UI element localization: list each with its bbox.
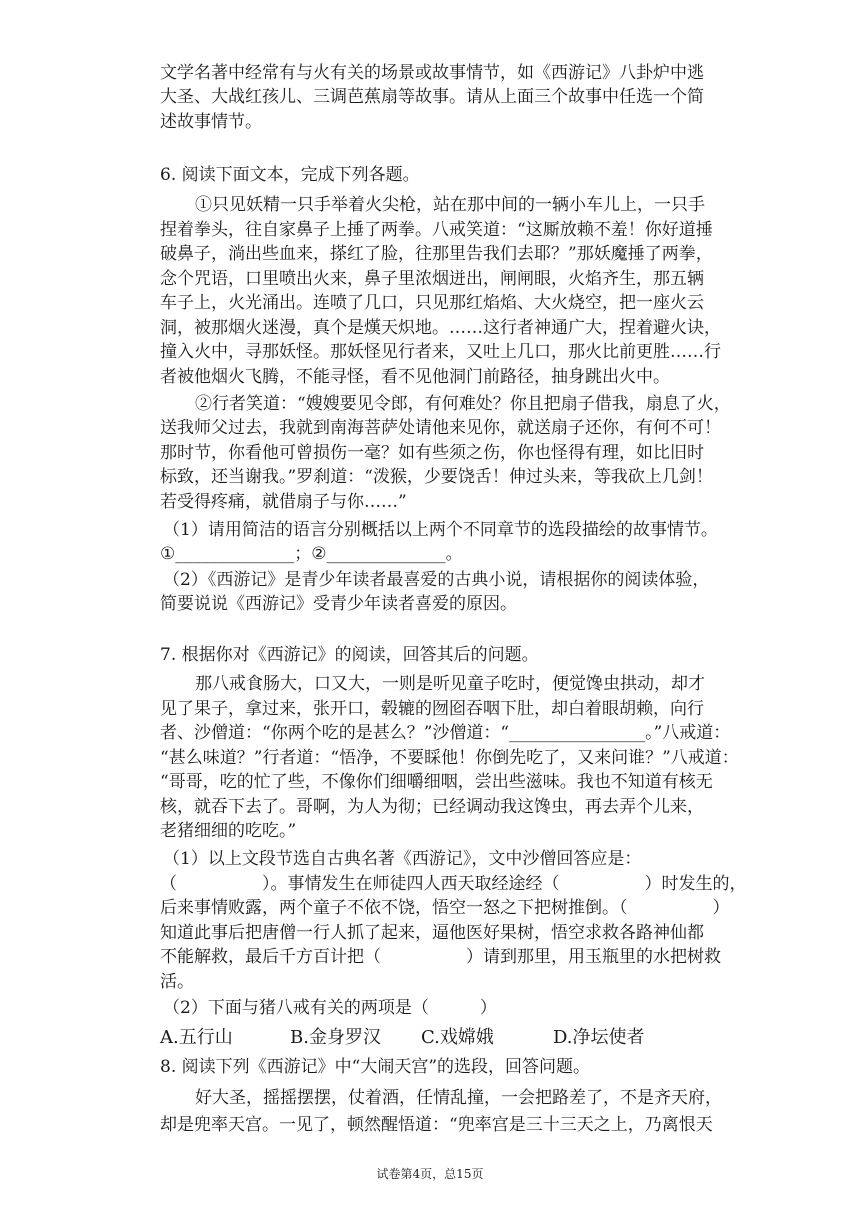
q6-passage1-line: 破鼻子，淌出些血来，搽红了脸，往那里告我们去耶？”那妖魔捶了两拳， [160, 244, 713, 264]
q7-sub1-line: 活。 [160, 972, 194, 992]
q6-sub1-answer-line: ①______________；②______________。 [160, 544, 463, 564]
q7-passage-line: “哥哥，吃的忙了些，不像你们细嚼细咽，尝出些滋味。我也不知道有核无 [160, 772, 713, 792]
q6-passage2-line: 标致，还当谢我。”罗刹道：“泼猴，少要饶舌！伸过头来，等我砍上几剑！ [160, 467, 713, 487]
q6-passage1-line: 车子上，火光涌出。连喷了几口，只见那红焰焰、大火烧空，把一座火云 [160, 293, 704, 313]
q6-heading: 6. 阅读下面文本，完成下列各题。 [160, 165, 420, 185]
q8-passage-line: 却是兜率天宫。一见了，顿然醒悟道：“兜率宫是三十三天之上，乃离恨天 [160, 1115, 713, 1135]
q7-passage-line: 那八戒食肠大，口又大，一则是听见童子吃时，便觉馋虫拱动，却才 [195, 674, 705, 694]
q7-sub1-line: 后来事情败露，两个童子不依不饶，悟空一怒之下把树推倒。（ ） [160, 898, 730, 918]
intro-line: 大圣、大战红孩儿、三调芭蕉扇等故事。请从上面三个故事中任选一个简 [160, 87, 704, 107]
q7-sub1-line: 知道此事后把唐僧一行人抓了起来，逼他医好果树，悟空求救各路神仙都 [160, 923, 704, 943]
q6-passage2-line: 送我师父过去，我就到南海菩萨处请他来见你，就送扇子还你，有何不可！ [160, 418, 721, 438]
q6-passage1-line: 念个咒语，口里喷出火来，鼻子里浓烟迸出，闸闸眼，火焰齐生，那五辆 [160, 269, 704, 289]
q7-passage-line: 见了果子，拿过来，张开口，毂辘的囫囵吞咽下肚，却白着眼胡赖，向行 [160, 699, 704, 719]
q7-sub1-line: （ ）。事情发生在师徒四人西天取经途经（ ）时发生的， [160, 874, 747, 894]
q7-sub1-line: 不能解救，最后千方百计把（ ）请到那里，用玉瓶里的水把树救 [160, 947, 721, 967]
q7-passage-line: 者、沙僧道：“你两个吃的是甚么？”沙僧道：“________________。”八戒道： [160, 723, 731, 743]
option-b: B.金身罗汉 [290, 1027, 381, 1048]
option-c: C.戏嫦娥 [421, 1027, 494, 1048]
q6-sub2-line: （2）《西游记》是青少年读者最喜爱的古典小说，请根据你的阅读体验， [163, 570, 710, 590]
q6-passage1-line: ①只见妖精一只手举着火尖枪，站在那中间的一辆小车儿上，一只手 [195, 195, 705, 215]
q7-sub2-line: （2）下面与猪八戒有关的两项是（ ） [163, 998, 497, 1018]
q6-passage1-line: 洞，被那烟火迷漫，真个是熯天炽地。……这行者神通广大，捏着避火诀， [160, 318, 721, 338]
q7-sub1-line: （1）以上文段节选自古典名著《西游记》，文中沙僧回答应是： [163, 849, 642, 869]
q6-passage1-line: 捏着拳头，往自家鼻子上捶了两拳。八戒笑道：“这厮放赖不羞！你好道捶 [160, 220, 713, 240]
intro-line: 文学名著中经常有与火有关的场景或故事情节，如《西游记》八卦炉中逃 [160, 63, 704, 83]
q6-passage2-line: 若受得疼痛，就借扇子与你……” [160, 492, 407, 512]
intro-line: 述故事情节。 [160, 112, 262, 132]
q7-passage-line: 老猪细细的吃吃。” [160, 821, 297, 841]
q6-sub2-line: 简要说说《西游记》受青少年读者喜爱的原因。 [160, 594, 517, 614]
q7-options [160, 1026, 645, 1050]
q6-passage1-line: 撞入火中，寻那妖怪。那妖怪见行者来，又吐上几口，那火比前更胜……行 [160, 342, 721, 362]
q8-heading: 8. 阅读下列《西游记》中“大闹天宫”的选段，回答问题。 [160, 1057, 591, 1077]
q6-sub1-line: （1）请用简洁的语言分别概括以上两个不同章节的选段描绘的故事情节。 [163, 520, 718, 540]
page-footer: 试卷第4页，总15页 [376, 1167, 484, 1181]
option-a: A.五行山 [160, 1027, 233, 1048]
q7-passage-line: 核，就吞下去了。哥啊，为人为彻；已经调动我这馋虫，再去弄个儿来， [160, 797, 704, 817]
q7-heading: 7. 根据你对《西游记》的阅读，回答其后的问题。 [160, 645, 539, 665]
q8-passage-line: 好大圣，摇摇摆摆，仗着酒，任情乱撞，一会把路差了，不是齐天府， [195, 1088, 722, 1108]
q6-passage1-line: 者被他烟火飞腾，不能寻怪，看不见他洞门前路径，抽身跳出火中。 [160, 367, 670, 387]
q6-passage2-line: ②行者笑道：“嫂嫂要见令郎，有何难处？你且把扇子借我，扇息了火， [195, 394, 731, 414]
q6-passage2-line: 那时节，你看他可曾损伤一毫？如有些须之伤，你也怪得有理，如比旧时 [160, 443, 704, 463]
q7-passage-line: “甚么味道？”行者道：“悟净，不要睬他！你倒先吃了，又来问谁？”八戒道： [160, 748, 739, 768]
option-d: D.净坛使者 [553, 1027, 645, 1048]
